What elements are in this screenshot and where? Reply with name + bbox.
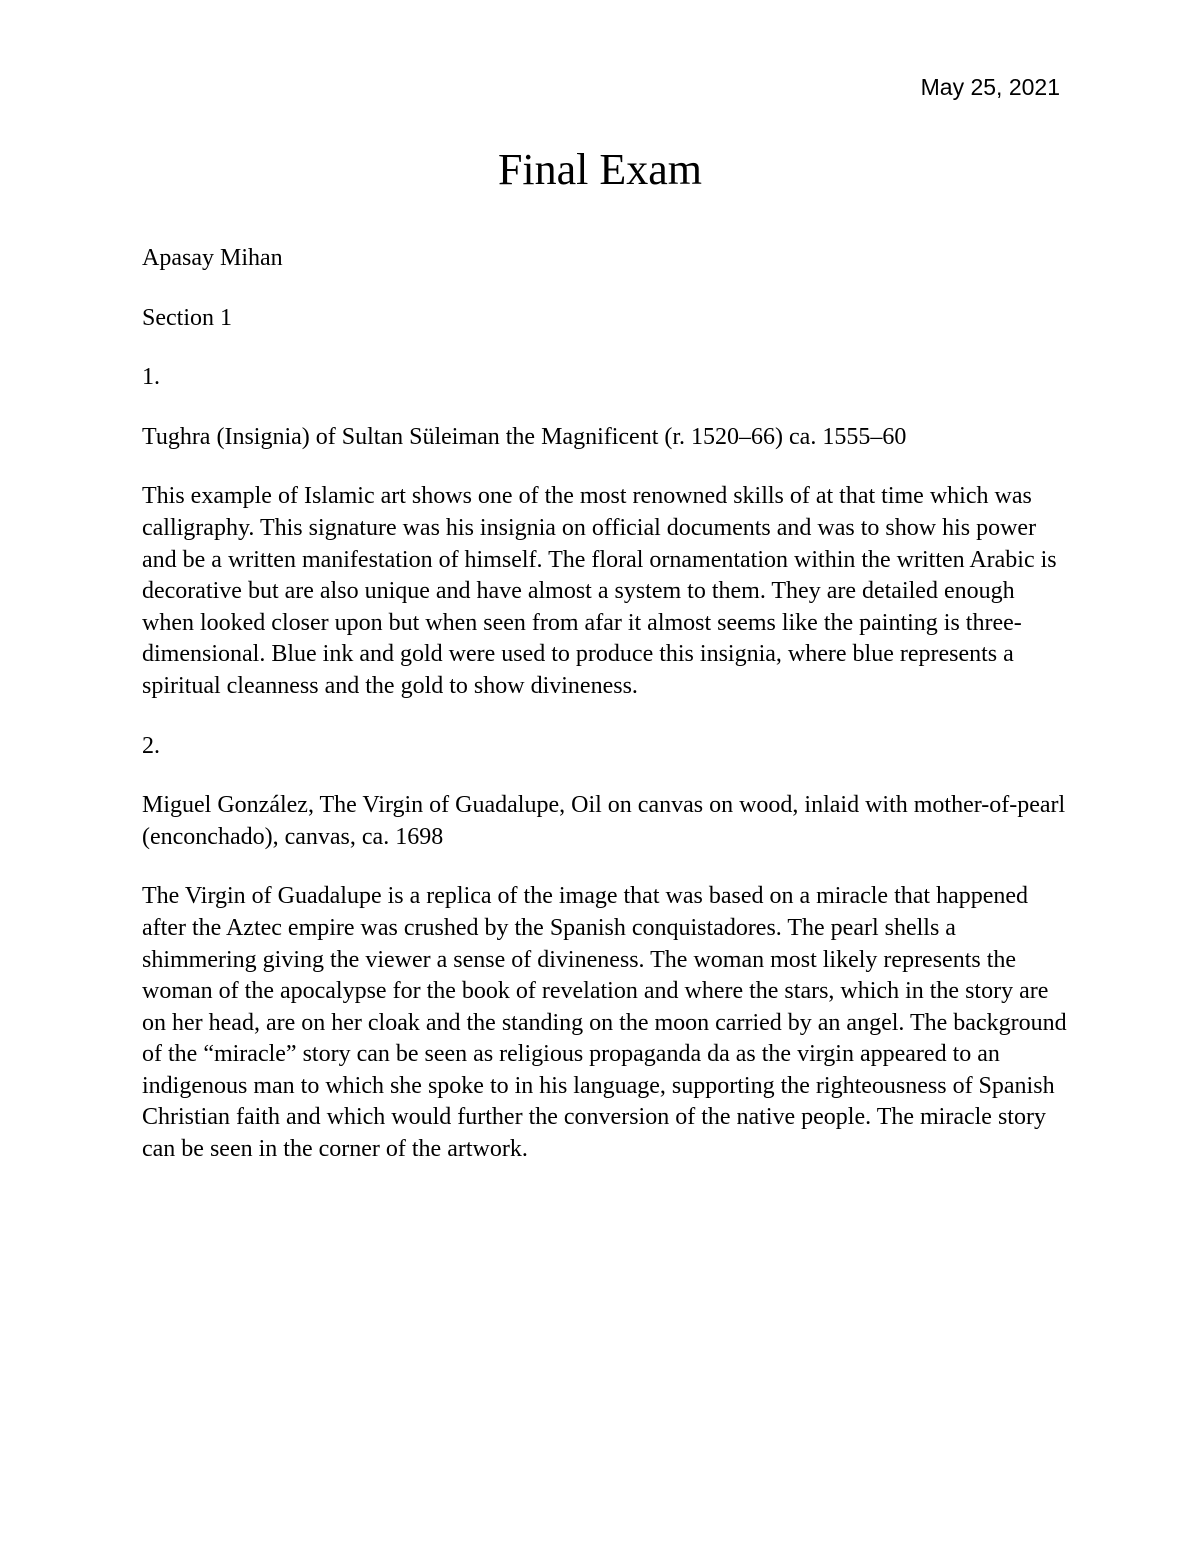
item-citation: Miguel González, The Virgin of Guadalupe, Oil on canvas on wood, inlaid with mother-of-pearl (enconchado), canvas, ca. 1698 bbox=[142, 792, 1066, 850]
item-body: The Virgin of Guadalupe is a replica of the image that was based on a miracle that happened after the Aztec empire was crushed by the Spanish conquistadores. The pearl shells a shimmering giving the viewer a sense of divineness. The woman most likely represents the woman of the apocalypse for the book of revelation and where the stars, which in the story are on her head, are on her cloak and the standing on the moon carried by an angel. The background of the “miracle” story can be seen as religious propaganda da as the virgin appeared to an indigenous man to which she spoke to in his language, supporting the righteousness of Spanish Christian faith and which would further the conversion of the native people. The miracle story can be seen in the corner of the artwork. bbox=[142, 883, 1067, 1163]
document-title: Final Exam bbox=[497, 145, 703, 194]
item-number: 2. bbox=[142, 732, 160, 759]
item-body: This example of Islamic art shows one of the most renowned skills of at that time which was calligraphy. This signature was his insignia on official documents and was to show his power and be a written manifestation of himself. The floral ornamentation within the written Arabic is decorative but are also unique and have almost a system to them. They are detailed enough when looked closer upon but when seen from afar it almost seems like the painting is three-dimensional. Blue ink and gold were used to produce this insignia, where blue represents a spiritual cleanness and the gold to show divineness. bbox=[142, 483, 1057, 699]
document-date: May 25, 2021 bbox=[920, 74, 1060, 100]
item-citation: Tughra (Insignia) of Sultan Süleiman the Magnificent (r. 1520–66) ca. 1555–60 bbox=[142, 423, 907, 450]
author-name: Apasay Mihan bbox=[142, 245, 283, 271]
item-number: 1. bbox=[142, 364, 160, 391]
section-heading: Section 1 bbox=[142, 304, 232, 331]
document-body bbox=[142, 243, 1072, 1194]
